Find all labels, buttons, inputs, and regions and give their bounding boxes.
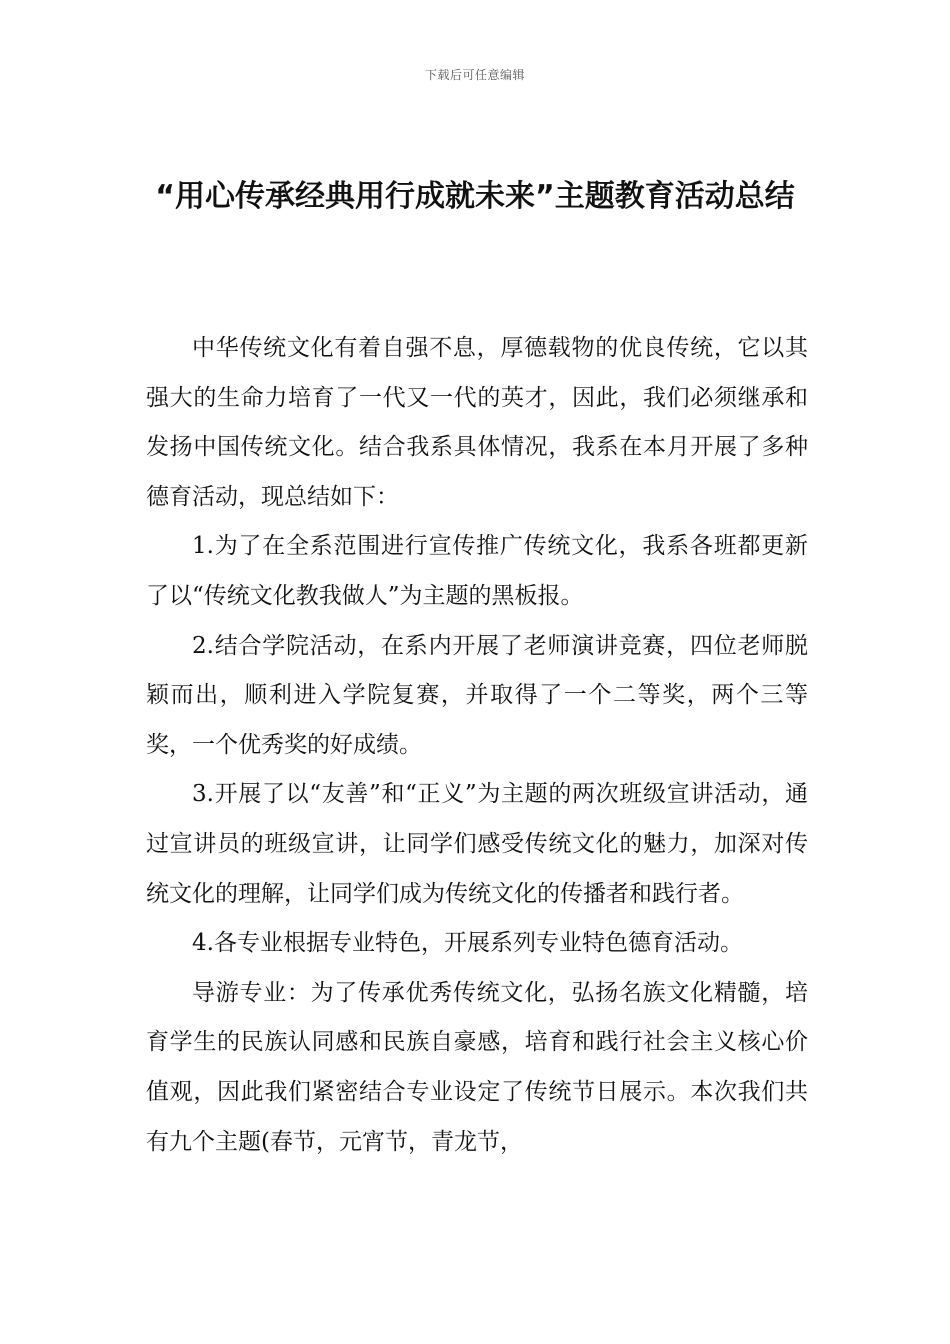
paragraph-item-4: 4.各专业根据专业特色，开展系列专业特色德育活动。 — [192, 930, 743, 957]
paragraph-item-2: 2.结合学院活动，在系内开展了老师演讲竞赛，四位老师脱颖而出，顺利进入学院复赛，并取得了一个二等奖，两个三等奖，一个优秀奖的好成绩。 — [146, 632, 808, 758]
document-title: “用心传承经典用行成就未来”主题教育活动总结 — [155, 179, 795, 214]
header-note: 下载后可任意编辑 — [424, 68, 525, 82]
paragraph-tour-guide: 导游专业：为了传承优秀传统文化，弘扬名族文化精髓，培育学生的民族认同感和民族自豪感，培育和践行社会主义核心价值观，因此我们紧密结合专业设定了传统节日展示。本次我们共有九个主题(春节，元宵节，青龙节， — [146, 979, 808, 1155]
paragraph-intro: 中华传统文化有着自强不息，厚德载物的优良传统，它以其强大的生命力培育了一代又一代的英才，因此，我们必须继承和发扬中国传统文化。结合我系具体情况，我系在本月开展了多种德育活动，现总结如下： — [146, 335, 808, 510]
document-body — [146, 324, 808, 1167]
paragraph-item-3: 3.开展了以“友善”和“正义”为主题的两次班级宣讲活动，通过宣讲员的班级宣讲，让同学们感受传统文化的魅力，加深对传统文化的理解，让同学们成为传统文化的传播者和践行者。 — [146, 781, 808, 907]
paragraph-item-1: 1.为了在全系范围进行宣传推广传统文化，我系各班都更新了以“传统文化教我做人”为主题的黑板报。 — [146, 533, 808, 609]
